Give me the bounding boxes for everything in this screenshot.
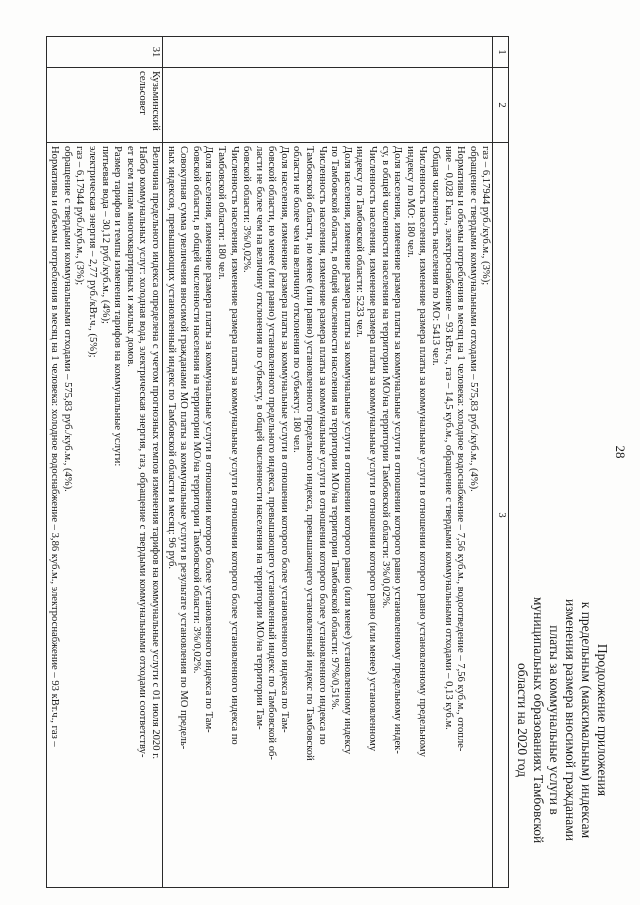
content-line: Численность населения, изменение размера платы за коммунальные услуги в отношении которого более установленного индекса по: [228, 146, 240, 745]
page-number: 28: [613, 445, 628, 459]
row-number: [162, 37, 492, 68]
column-header: 1: [493, 37, 509, 68]
content-line: Численность населения, изменение размера платы за коммунальные услуги в отношении которого более установленного индекса по: [316, 146, 328, 745]
content-line: газ – 6,17944 руб./куб.м., (3%);: [74, 146, 86, 286]
column-header: 2: [493, 68, 509, 143]
header-line: Продолжение приложения: [595, 643, 610, 797]
content-line: электрическая энергия – 2,77 руб./кВт.ч., (5%);: [87, 146, 98, 358]
content-line: по Тамбовской области, в общей численности населения на территории МО/на территории Тамбовской области: 97%/0,51%.: [329, 146, 341, 710]
content-line: Совокупная сумма увеличения вносимой гражданами МО платы за коммунальные услуги в результате установления по МО предель-: [178, 146, 190, 750]
table-row: [162, 37, 492, 888]
header-line: платы за коммунальные услуги в: [547, 625, 562, 815]
content-line: Доля населения, изменение размера платы за коммунальные услуги в отношении которого более установленного индекса по Там-: [203, 146, 215, 733]
content-line: Набор коммунальных услуг: холодная вода, электрическая энергия, газ, обращение с твердыми коммунальными отходами соответству-: [137, 146, 149, 758]
content-line: обращение с твердыми коммунальными отходами – 575,83 руб./куб.м., (4%).: [467, 146, 479, 492]
content-line: Тамбовской области, но менее (или равно) установленного предельного индекса, превышающего установленный индекс по Тамбовской: [304, 146, 316, 761]
content-line: су, в общей численности населения на территории МО/на территории Тамбовской области: 3%/0,02%.: [379, 146, 391, 609]
indices-table: [46, 36, 509, 888]
content-line: Доля населения, изменение размера платы за коммунальные услуги в отношении которого равно (или менее) установленному индексу: [341, 146, 353, 755]
header-line: муниципальных образованиях Тамбовской: [531, 596, 546, 844]
content-line: ных индексов, превышающих установленный индекс по Тамбовской области в месяц: 96 руб.: [165, 146, 177, 569]
content-line: ласти не более чем на величину отклонения по субъекту, в общей численности населения на территории МО/на территории Там-: [253, 146, 265, 730]
content-line: индексу по МО: 180 чел.: [404, 146, 416, 258]
content-line: Величина предельного индекса определена с учетом прогнозных темпов изменения тарифов на коммунальные услуги с 01 июля 2020 г.: [149, 146, 161, 759]
row-content: [162, 143, 492, 888]
header-line: к предельным (максимальным) индексам: [579, 601, 594, 839]
content-line: обращение с твердыми коммунальными отходами – 575,83 руб./куб.м., (4%).: [61, 146, 73, 492]
content-line: области не более чем на величину отклонения по субъекту: 180 чел.: [291, 146, 303, 453]
content-line: Нормативы и объемы потребления в месяц на 1 человека: холодное водоснабжение – 7,56 куб.м., водоотведение – 7,56 куб.м., отопле-: [455, 146, 467, 752]
content-line: ет всем типам многоквартирных и жилых домов.: [124, 146, 136, 367]
content-line: Нормативы и объемы потребления в месяц на 1 человека: холодное водоснабжение – 3,86 куб.м., электроснабжение – 93 кВт.ч., газ –: [49, 146, 61, 747]
content-line: Доля населения, изменение размера платы за коммунальные услуги в отношении которого равно установленному предельному индек-: [392, 146, 404, 754]
header-line: изменения размера вносимой гражданами: [563, 599, 578, 841]
content-line: питьевая вода – 30,12 руб./куб.м., (4%);: [99, 146, 111, 324]
content-line: бовской области, но менее (или равно) установленного предельного индекса, превышающего установленный индекс по Тамбовской об-: [266, 146, 278, 760]
header-line: области на 2020 год: [515, 663, 530, 777]
content-line: Размер тарифов и темпы изменения тарифов на коммунальные услуги:: [112, 146, 124, 467]
row-number: 31: [46, 37, 162, 68]
content-line: Численность населения, изменение размера платы за коммунальные услуги в отношении которого равно установленному предельному: [417, 146, 429, 757]
content-line: газ – 6,17944 руб./куб.м., (3%);: [480, 146, 492, 286]
column-header: 3: [493, 143, 509, 888]
content-line: Доля населения, изменение размера платы за коммунальные услуги в отношении которого более установленного индекса по Там-: [278, 146, 290, 733]
content-line: индексу по Тамбовской области: 5233 чел.: [354, 146, 366, 338]
content-line: бовской области: 3%/0,02%.: [241, 146, 253, 273]
content-line: Общая численность населения по МО: 5413 чел.: [430, 146, 442, 366]
municipality-name: [162, 68, 492, 143]
content-line: ние – 0,028 Гкал., электроснабжение – 93 кВт.ч., газ – 14,5 куб.м., обращение с твердыми коммунальными отходами – 0,13 куб.м.: [442, 146, 454, 730]
content-line: Тамбовской области: 180 чел.: [215, 146, 227, 280]
table-row: [46, 37, 162, 888]
row-content: [46, 143, 162, 888]
table-header-row: [493, 37, 509, 888]
municipality-name: Кузьминский сельсовет: [46, 68, 162, 143]
appendix-header: [514, 560, 610, 880]
content-line: Численность населения, изменение размера платы за коммунальные услуги в отношении которого равно (или менее) установленному: [367, 146, 379, 752]
content-line: бовской области, в общей численности населения на территории МО/на территории Тамбовской области: 3%/0,02%.: [190, 146, 202, 674]
